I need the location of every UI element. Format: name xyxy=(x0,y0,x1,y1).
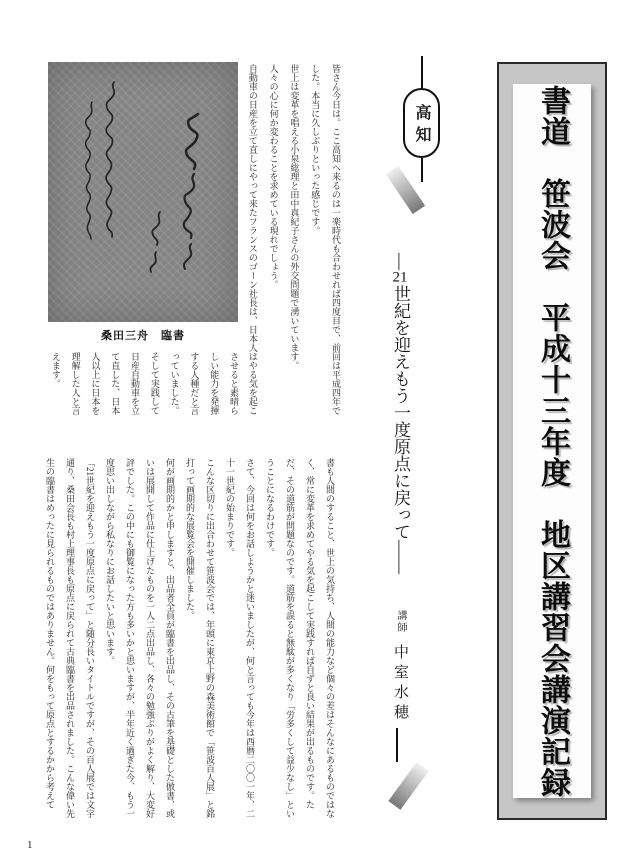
body-text-under-photo xyxy=(45,352,243,418)
title-box xyxy=(497,62,607,820)
prefecture-label: 高知 xyxy=(413,104,430,148)
subtitle-dash-close: ―― xyxy=(391,540,410,574)
connector-line xyxy=(421,158,423,182)
paragraph: 何が画期的かと申しますと、出品者全員が臨書を出品し、その古筆を基礎とした倣書、或いは展開して作品に仕上げたものを一人二点出品し、各々の勉強ぶりがよく解り、大変好評でした。この中にも御覧になった方も多いかと思いますが、半年近く過ぎた今、もう一度思い出しながら私なりにお話したいと思います。 xyxy=(105,458,175,818)
lecturer-role-label: 講師 xyxy=(395,610,406,634)
spacer xyxy=(400,574,401,610)
paragraph: 人々の心に何か変わることを求めている現れでしょう。 xyxy=(268,64,279,289)
calligraphy-photo xyxy=(48,62,238,322)
paragraph: 世上は変革を唱える小泉総理と田中真紀子さんの外交問題で湧いています。 xyxy=(289,64,300,370)
body-text-top xyxy=(242,64,346,422)
lecture-subtitle xyxy=(381,253,419,753)
prefecture-badge xyxy=(403,88,440,158)
subtitle-text: 世紀を迎えもう一度原点に戻って xyxy=(391,285,410,540)
calligraphy-strokes-icon xyxy=(48,62,238,322)
body-text-bottom xyxy=(40,458,340,822)
paragraph: させると素晴らしい能力を発揮する人種だと言っていました。そして実践して日産自動車を立て直した、日本人以上に日本を理解した人と言えます。 xyxy=(50,352,239,415)
page-title: 書道 笹波会 平成十三年度 地区講習会講演記録 xyxy=(536,84,569,798)
paragraph: 「21世紀を迎えもう一度原点に戻って」と随分長いタイトルですが、その百人展では文字通り、桑田会長も村上理事長も原点に戻られて古典臨書を出品されました。こんな偉い先生の臨書はめったに見られるものではありません。何をもって原点とするかから考えて xyxy=(45,458,95,818)
connector-line xyxy=(421,56,423,88)
section-ribbon-top-icon xyxy=(386,166,425,214)
paragraph: こんな区切りに出合わせて笹波会では、年頭に東京上野の森美術館で「笹波百人展」と銘打って画期的な展覧会を開催しました。 xyxy=(185,458,215,818)
title-panel xyxy=(513,84,591,798)
photo-caption: 桑田三舟 臨書 xyxy=(101,330,185,342)
paragraph: 自動車の日産を立て直しにやって来たフランスのゴーン社長は、日本人はやる気を起こ xyxy=(247,64,258,415)
lecturer-name: 中室水穂 xyxy=(392,644,408,724)
connector-line xyxy=(396,728,398,762)
spacer xyxy=(400,634,401,644)
subtitle-dash-open: ― xyxy=(391,253,410,270)
subtitle-year: 21 xyxy=(392,270,408,285)
paragraph: さて、今回は何をお話しようかと迷いましたが、何と言っても今年は西暦二〇〇一年、二十一世紀の始まりです。 xyxy=(225,458,255,818)
paragraph: 書も人間のすること、世上の気持ち、人間の能力など個々の差はそんなにあるものではなく、常に変革を求めてやる気を起こして実践すれば自ずと良い結果が出るものです。ただ、その道筋が問題なのです。道筋を誤ると無駄が多くなり「労多くして益少なし」ということになるわけです。 xyxy=(265,458,335,818)
paragraph: 皆さん今日は。ここ高知へ来るのは一楽時代も合わせれば四度目で、前回は平成四年でした。本当に久しぶりといった感じです。 xyxy=(310,64,341,415)
page-number: 1 xyxy=(27,839,33,851)
section-ribbon-bottom-icon xyxy=(388,762,428,810)
